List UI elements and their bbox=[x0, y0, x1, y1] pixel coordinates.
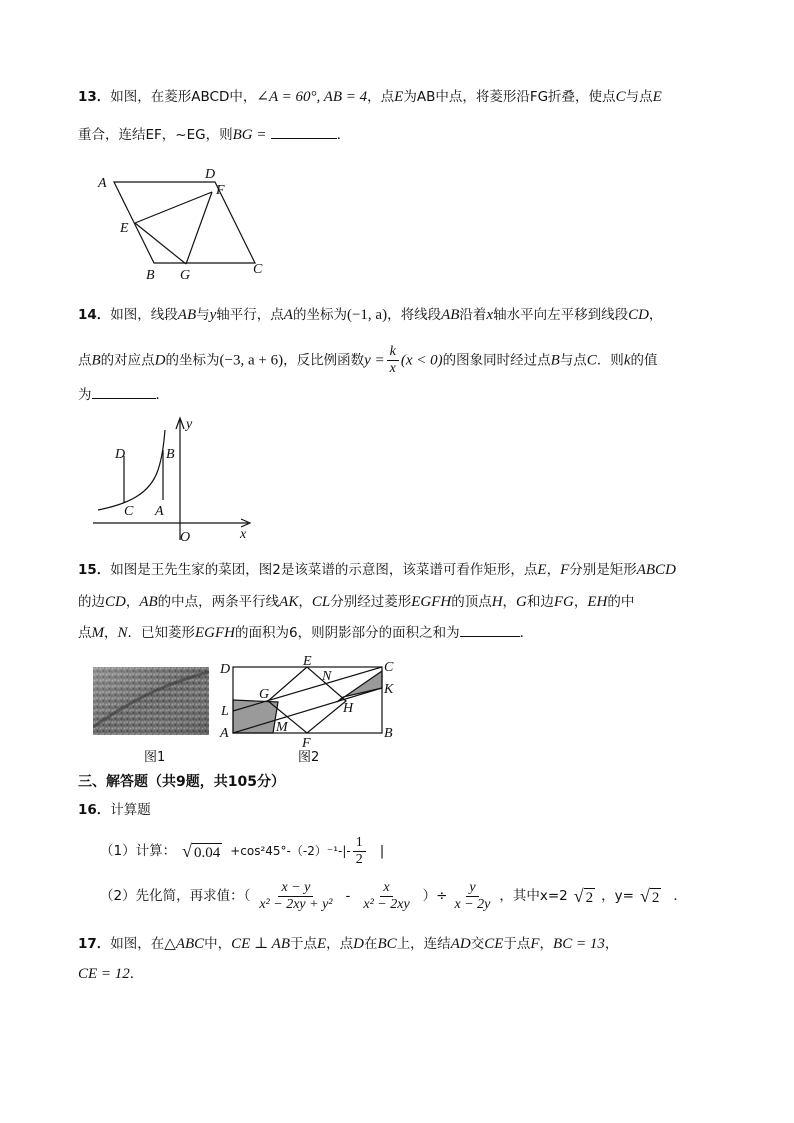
q16-part1: （1）计算： √ 0.04 +cos²45°-（-2）⁻¹-|- $\frac{1}{2}$ | bbox=[100, 834, 385, 867]
q14-label-x: x bbox=[240, 527, 247, 542]
q14-label-b: B bbox=[166, 447, 175, 462]
q13-label-e: E bbox=[120, 221, 129, 236]
q13-label-d: D bbox=[205, 167, 216, 182]
q15-label-m: M bbox=[276, 720, 288, 735]
q15-label-g: G bbox=[259, 687, 270, 702]
q13-answer-blank[interactable] bbox=[271, 124, 337, 139]
q14-line2: 点B的对应点D的坐标为(−3, a + 6)，反比例函数y = $\frac{k}{x}$ (x < 0)的图象同时经过点B与点C．则k的值 bbox=[78, 344, 658, 376]
q15-line3: 点M，N．已知菱形EGFH的面积为6，则阴影部分的面积之和为 ． bbox=[78, 622, 533, 643]
fraction-one-half: $\frac{1}{2}$ bbox=[353, 835, 366, 868]
q16-title: 16．计算题 bbox=[78, 802, 151, 818]
q14-graph-figure bbox=[88, 410, 263, 550]
q15-label-k: K bbox=[384, 682, 394, 697]
sqrt-0.04: √ 0.04 bbox=[182, 840, 221, 861]
fraction-1: $\frac{x - y}{\text{x² − 2xy + y²}}$ bbox=[259, 879, 333, 912]
fold-line-fg bbox=[186, 192, 212, 264]
shaded-region-right bbox=[337, 671, 382, 702]
q15-label-a: A bbox=[220, 726, 229, 741]
q13-label-a: A bbox=[98, 176, 107, 191]
q14-label-a: A bbox=[155, 504, 164, 519]
q15-fig2-caption: 图2 bbox=[298, 750, 320, 765]
q15-label-c: C bbox=[384, 660, 394, 675]
q14-number: 14． bbox=[78, 307, 111, 323]
fraction-2: $\frac{x}{\text{x² − 2xy}}$ bbox=[363, 879, 410, 912]
sqrt-2-x: √ 2 bbox=[573, 885, 594, 906]
q14-answer-blank[interactable] bbox=[92, 384, 156, 399]
q14-label-o: O bbox=[180, 530, 191, 545]
q15-label-h: H bbox=[343, 701, 354, 716]
q17-line1: 17．如图，在△ABC中，CE ⊥ AB于点E，点D在BC上，连结AD交CE于点F，BC = 13， bbox=[78, 936, 619, 952]
q16-part2: （2）先化简，再求值：（ $\frac{x - y}{\text{x² − 2xy + y²}}$ - $\frac{x}{\text{x² − 2xy}}$ ）÷ $\frac{y}{x - 2y}$ ，其中x=2 √ 2 ，y= √ 2 ． bbox=[100, 879, 687, 912]
q15-label-l: L bbox=[221, 704, 229, 719]
q15-label-d: D bbox=[220, 662, 231, 677]
q13-label-c: C bbox=[253, 262, 263, 277]
q13-label-b: B bbox=[146, 268, 155, 283]
q17-number: 17． bbox=[78, 936, 111, 952]
q14-label-c: C bbox=[124, 504, 134, 519]
segment-eg bbox=[135, 223, 186, 264]
q14-label-y: y bbox=[186, 417, 193, 432]
q15-number: 15． bbox=[78, 562, 111, 578]
q17-line2: CE = 12． bbox=[78, 966, 144, 982]
q13-label-f: F bbox=[216, 183, 225, 198]
q15-answer-blank[interactable] bbox=[460, 622, 520, 637]
q13-line1: 13．如图，在菱形ABCD中，∠A = 60°, AB = 4，点E为AB中点，将菱形沿FG折叠，使点C与点E bbox=[78, 89, 662, 105]
segment-ef bbox=[135, 192, 212, 223]
fraction-3: $\frac{y}{x - 2y}$ bbox=[454, 879, 491, 912]
q13-number: 13． bbox=[78, 89, 111, 105]
q13-label-g: G bbox=[180, 268, 191, 283]
q15-label-n: N bbox=[322, 669, 332, 684]
section-heading: 三、解答题（共9题，共105分） bbox=[78, 774, 285, 790]
q15-label-e: E bbox=[303, 655, 312, 669]
sqrt-2-y: √ 2 bbox=[639, 885, 660, 906]
q14-label-d: D bbox=[115, 447, 126, 462]
q15-fig1-caption: 图1 bbox=[144, 750, 166, 765]
hyperbola-curve bbox=[98, 430, 165, 510]
q15-field-photo bbox=[93, 667, 209, 735]
q15-label-f: F bbox=[302, 736, 311, 750]
q15-rectangle-figure bbox=[215, 655, 405, 750]
q13-rhombus-figure bbox=[90, 160, 280, 285]
q15-line2: 的边CD，AB的中点，两条平行线AK，CL分别经过菱形EGFH的顶点H，G和边FG，EH的中 bbox=[78, 594, 635, 610]
q15-label-b: B bbox=[384, 726, 393, 741]
q15-line1: 15．如图是王先生家的菜团，图2是该菜谱的示意图，该菜谱可看作矩形，点E，F分别是矩形ABCD bbox=[78, 562, 676, 578]
q14-line3: 为 ． bbox=[78, 384, 169, 405]
q13-line2: 重合，连结EF，~EG，则BG = ． bbox=[78, 124, 350, 145]
q14-k-over-x: $\frac{k}{x}$ bbox=[387, 344, 399, 377]
q16-number: 16． bbox=[78, 802, 111, 818]
q14-line1: 14．如图，线段AB与y轴平行，点A的坐标为(−1, a)，将线段AB沿着x轴水平向左平移到线段CD， bbox=[78, 307, 663, 323]
